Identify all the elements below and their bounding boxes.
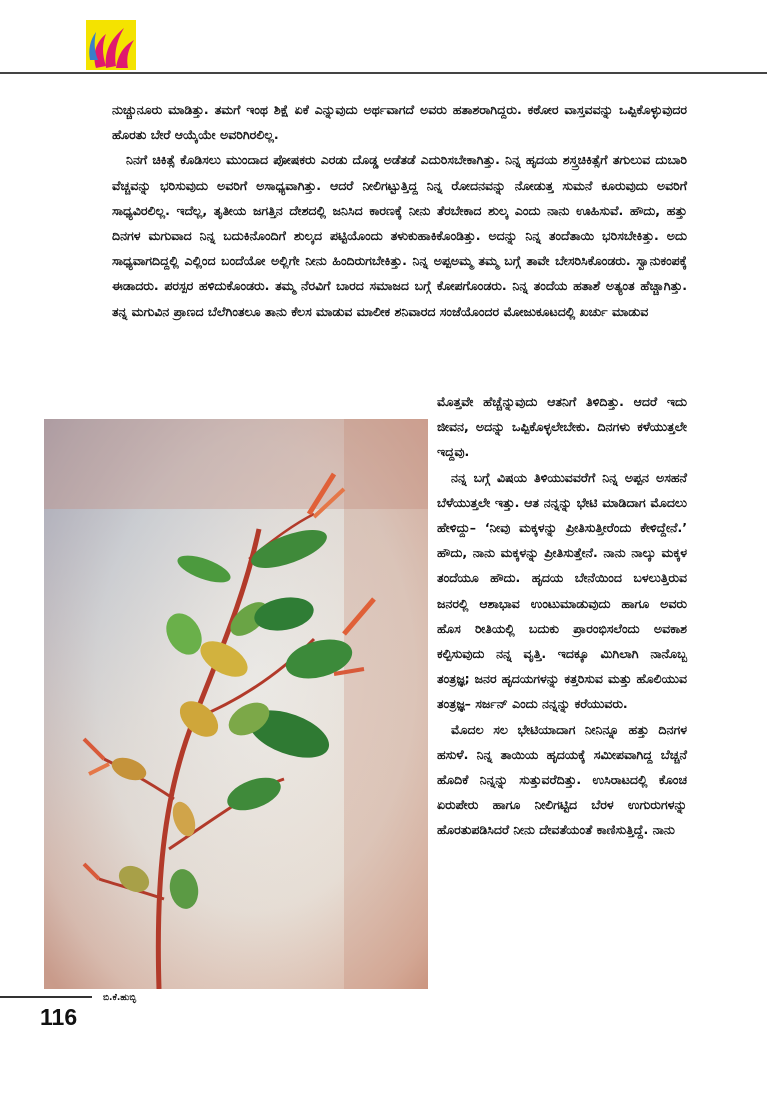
paragraph: ನನ್ನ ಬಗ್ಗೆ ವಿಷಯ ತಿಳಿಯುವವರೆಗೆ ನಿನ್ನ ಅಪ್ಪನ ಅಸಹನೆ ಬೆಳೆಯುತ್ತಲೇ ಇತ್ತು. ಆತ ನನ್ನನ್ನು ಭೇಟಿ ಮಾಡಿದಾಗ ಮೊದಲು ಹೇಳಿದ್ದು– ‘ನೀವು ಮಕ್ಕಳನ್ನು ಪ್ರೀತಿಸುತ್ತೀರೆಂದು ಕೇಳಿದ್ದೇನೆ.’ ಹೌದು, ನಾನು ಮಕ್ಕಳನ್ನು ಪ್ರೀತಿಸುತ್ತೇನೆ. ನಾನು ನಾಲ್ಕು ಮಕ್ಕಳ ತಂದೆಯೂ ಹೌದು. ಹೃದಯ ಬೇನೆಯಿಂದ ಬಳಲುತ್ತಿರುವ ಜನರಲ್ಲಿ ಆಶಾಭಾವ ಉಂಟುಮಾಡುವುದು ಹಾಗೂ ಅವರು ಹೊಸ ರೀತಿಯಲ್ಲಿ ಬದುಕು ಪ್ರಾರಂಭಿಸಲೆಂದು ಅವಕಾಶ ಕಲ್ಪಿಸುವುದು ನನ್ನ ವೃತ್ತಿ. ಇದಕ್ಕೂ ಮಿಗಿಲಾಗಿ ನಾನೊಬ್ಬ ತಂತ್ರಜ್ಞ; ಜನರ ಹೃದಯಗಳನ್ನು ಕತ್ತರಿಸುವ ಮತ್ತು ಹೊಲಿಯುವ ತಂತ್ರಜ್ಞ– ಸರ್ಜನ್ ಎಂದು ನನ್ನನ್ನು ಕರೆಯುವರು. <box>437 469 687 712</box>
paragraph: ಮೊತ್ತವೇ ಹೆಚ್ಚೆನ್ನುವುದು ಆತನಿಗೆ ತಿಳಿದಿತ್ತು. ಆದರೆ ಇದು ಜೀವನ, ಅದನ್ನು ಒಪ್ಪಿಕೊಳ್ಳಲೇಬೇಕು. ದಿನಗಳು ಕಳೆಯುತ್ತಲೇ ಇದ್ದವು. <box>437 394 687 460</box>
header-rule <box>0 72 767 74</box>
page-number: 116 <box>40 1004 78 1030</box>
paragraph: ಮೊದಲ ಸಲ ಭೇಟಿಯಾದಾಗ ನೀನಿನ್ನೂ ಹತ್ತು ದಿನಗಳ ಹಸುಳೆ. ನಿನ್ನ ತಾಯಿಯ ಹೃದಯಕ್ಕೆ ಸಮೀಪವಾಗಿದ್ದ ಬೆಚ್ಚನೆ ಹೊದಿಕೆ ನಿನ್ನನ್ನು ಸುತ್ತುವರೆದಿತ್ತು. ಉಸಿರಾಟದಲ್ಲಿ ಕೊಂಚ ಏರುಪೇರು ಹಾಗೂ ನೀಲಿಗಟ್ಟಿದ ಬೆರಳ ಉಗುರುಗಳನ್ನು ಹೊರತುಪಡಿಸಿದರೆ ನೀನು ದೇವತೆಯಂತೆ ಕಾಣಿಸುತ್ತಿದ್ದೆ. ನಾನು <box>437 721 687 838</box>
article-body-top <box>112 97 687 324</box>
paragraph: ನುಚ್ಚುನೂರು ಮಾಡಿತ್ತು. ತಮಗೆ ಇಂಥ ಶಿಕ್ಷೆ ಏಕೆ ಎನ್ನುವುದು ಅರ್ಥವಾಗದೆ ಅವರು ಹತಾಶರಾಗಿದ್ದರು. ಕಠೋರ ವಾಸ್ತವವನ್ನು ಒಪ್ಪಿಕೊಳ್ಳುವುದರ ಹೊರತು ಬೇರೆ ಆಯ್ಕೆಯೇ ಅವರಿಗಿರಲಿಲ್ಲ. <box>112 102 687 143</box>
footer-rule <box>0 996 92 998</box>
image-caption: ಬಿ.ಕೆ.ಹುಬ್ಳಿ <box>103 993 137 1003</box>
plant-painting-image <box>44 419 428 989</box>
article-body-column <box>437 389 687 843</box>
paragraph: ನಿನಗೆ ಚಿಕಿತ್ಸೆ ಕೊಡಿಸಲು ಮುಂದಾದ ಪೋಷಕರು ಎರಡು ದೊಡ್ಡ ಅಡೆತಡೆ ಎದುರಿಸಬೇಕಾಗಿತ್ತು. ನಿನ್ನ ಹೃದಯ ಶಸ್ತ್ರಚಿಕಿತ್ಸೆಗೆ ತಗುಲುವ ದುಬಾರಿ ವೆಚ್ಚವನ್ನು ಭರಿಸುವುದು ಅವರಿಗೆ ಅಸಾಧ್ಯವಾಗಿತ್ತು. ಆದರೆ ನೀಲಿಗಟ್ಟುತ್ತಿದ್ದ ನಿನ್ನ ರೋದನವನ್ನು ನೋಡುತ್ತ ಸುಮನೆ ಕೂರುವುದು ಅವರಿಗೆ ಸಾಧ್ಯವಿರಲಿಲ್ಲ. ಇದೆಲ್ಲ, ತೃತೀಯ ಜಗತ್ತಿನ ದೇಶದಲ್ಲಿ ಜನಿಸಿದ ಕಾರಣಕ್ಕೆ ನೀನು ತೆರಬೇಕಾದ ಶುಲ್ಕ ಎಂದು ನಾನು ಊಹಿಸುವೆ. ಹೌದು, ಹತ್ತು ದಿನಗಳ ಮಗುವಾದ ನಿನ್ನ ಬದುಕಿನೊಂದಿಗೆ ಶುಲ್ಕದ ಪಟ್ಟಿಯೊಂದು ತಳುಕುಹಾಕಿಕೊಂಡಿತ್ತು. ಅದನ್ನು ನಿನ್ನ ತಂದೆತಾಯಿ ಭರಿಸಬೇಕಿತ್ತು. ಅದು ಸಾಧ್ಯವಾಗದಿದ್ದಲ್ಲಿ ಎಲ್ಲಿಂದ ಬಂದೆಯೋ ಅಲ್ಲಿಗೇ ನೀನು ಹಿಂದಿರುಗಬೇಕಿತ್ತು. ನಿನ್ನ ಅಪ್ಪಅಮ್ಮ ತಮ್ಮ ಬಗ್ಗೆ ತಾವೇ ಬೇಸರಿಸಿಕೊಂಡರು. ಸ್ವಾನುಕಂಪಕ್ಕೆ ಈಡಾದರು. ಪರಸ್ಪರ ಹಳಿದುಕೊಂಡರು. ತಮ್ಮ ನೆರವಿಗೆ ಬಾರದ ಸಮಾಜದ ಬಗ್ಗೆ ಕೋಪಗೊಂಡರು. ನಿನ್ನ ತಂದೆಯ ಹತಾಶೆ ಅತ್ಯಂತ ಹೆಚ್ಚಾಗಿತ್ತು. ತನ್ನ ಮಗುವಿನ ಪ್ರಾಣದ ಬೆಲೆಗಿಂತಲೂ ತಾನು ಕೆಲಸ ಮಾಡುವ ಮಾಲೀಕ ಶನಿವಾರದ ಸಂಜೆಯೊಂದರ ಮೋಜುಕೂಟದಲ್ಲಿ ಖರ್ಚು ಮಾಡುವ <box>112 152 687 319</box>
magazine-logo-icon <box>86 20 136 70</box>
